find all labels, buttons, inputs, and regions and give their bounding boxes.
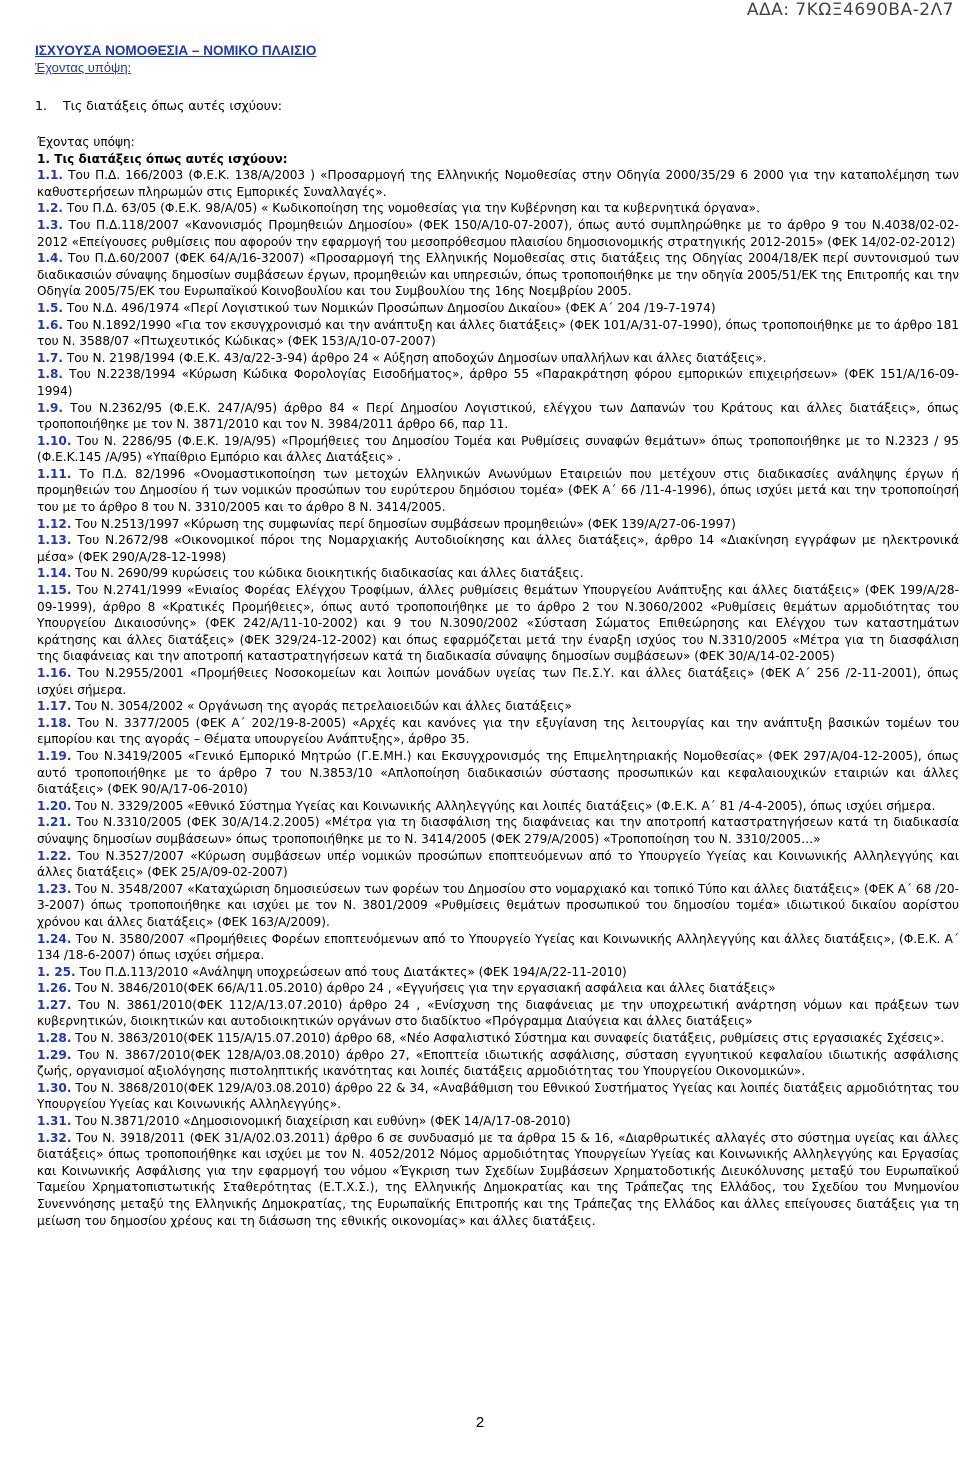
item-text: Του Π.Δ. 166/2003 (Φ.Ε.Κ. 138/Α/2003 ) «Προσαρμογή της Ελληνικής Νομοθεσίας στην Οδηγία 2000/35/29 6 2000 για την καταπολέμηση των καθυστερήσεων πληρωμών στις Εμπορικές Συναλλαγές».: [37, 168, 959, 199]
item-text: Του Ν. 3867/2010(ΦΕΚ 128/Α/03.08.2010) άρθρο 27, «Εποπτεία ιδιωτικής ασφάλισης, σύσταση εγγυητικού κεφαλαίου ιδιωτικής ασφάλισης ζωής, οργανισμοί αξιολόγησης πιστοληπτικής ικανότητας και λοιπές διατάξεις αρμοδιότητας του Υπουργείου Οικονομικών».: [37, 1047, 959, 1079]
legislation-item: [37, 200, 959, 217]
legislation-item: [37, 582, 959, 665]
item-number: 1.27.: [37, 997, 72, 1012]
item-text: Του Ν. 3861/2010(ΦΕΚ 112/Α/13.07.2010) άρθρο 24 , «Ενίσχυση της διαφάνειας με την υποχρεωτική ανάρτηση νόμων και πράξεων των κυβερνητικών, διοικητικών και αυτοδιοικητικών οργάνων στο διαδίκτυο «Πρόγραμμα Διαύγεια και άλλες διατάξεις»: [37, 997, 959, 1029]
legislation-item: [37, 814, 959, 847]
legislation-item: [37, 250, 959, 300]
item-text: Του Ν. 3918/2011 (ΦΕΚ 31/Α/02.03.2011) άρθρο 6 σε συνδυασμό με τα άρθρα 15 & 16, «Διαρθρωτικές αλλαγές στο σύστημα υγείας και άλλες διατάξεις» όπως τροποποιήθηκε και ισχύει με τον Ν. 4052/2012 Νόμος αρμοδιότητας Υπουργείων Υγείας και Κοινωνικής Αλληλεγγύης και Εργασίας και Κοινωνικής Ασφάλισης για την εφαρμογή του νόμου «Έγκριση των Σχεδίων Συμβάσεων Χρηματοδοτικής Διευκόλυνσης μεταξύ του Ευρωπαϊκού Ταμείου Χρηματοπιστωτικής Σταθερότητας (Ε.Τ.Χ.Σ.), της Ελληνικής Δημοκρατίας και της Τράπεζας της Ελλάδος, του Σχεδίου του Μνημονίου Συνεννόησης μεταξύ της Ελληνικής Δημοκρατίας, της Ευρωπαϊκής Επιτροπής και της Τράπεζας της Ελλάδος και άλλες επείγουσες διατάξεις για τη μείωση του δημοσίου χρέους και τη διάσωση της εθνικής οικονομίας» και άλλες διατάξεις.: [37, 1130, 959, 1228]
item-text: Του Ν.3871/2010 «Δημοσιονομική διαχείριση και ευθύνη» (ΦΕΚ 14/Α/17-08-2010): [75, 1114, 571, 1129]
page-number: 2: [475, 1414, 485, 1431]
legislation-item: [37, 964, 959, 981]
intro-text: Τις διατάξεις όπως αυτές ισχύουν:: [63, 98, 283, 113]
item-number: 1.15.: [37, 583, 72, 598]
item-number: 1.19.: [37, 748, 72, 763]
item-number: 1.21.: [37, 815, 72, 830]
item-text: Του Ν.1892/1990 «Για τον εκσυγχρονισμό και την ανάπτυξη και άλλες διατάξεις» (ΦΕΚ 101/Α/31-07-1990), όπως τροποποιήθηκε με το άρθρο 181 του Ν. 3588/07 «Πτωχευτικός Κώδικας» (ΦΕΚ 153/Α/10-07-2007): [37, 317, 959, 349]
item-text: Του Π.Δ.118/2007 «Κανονισμός Προμηθειών Δημοσίου» (ΦΕΚ 150/Α/10-07-2007), όπως αυτό συμπληρώθηκε με το άρθρο 9 του Ν.4038/02-02-2012 «Επείγουσες ρυθμίσεις που αφορούν την εφαρμογή του μεσοπρόθεσμου πλαισίου δημοσιονομικής στρατηγικής 2012-2015» (ΦΕΚ 14/02-02-2012): [37, 217, 959, 249]
legislation-item: [37, 565, 959, 582]
item-number: 1.10.: [37, 433, 72, 448]
legislation-item: [37, 466, 959, 516]
legislation-item: [37, 300, 959, 317]
item-number: 1.22.: [37, 848, 72, 863]
legislation-item: [37, 217, 959, 250]
legislation-item: [37, 1113, 959, 1130]
item-number: 1.31.: [37, 1114, 72, 1129]
item-number: 1.1.: [37, 168, 64, 183]
repeat-item-text: 1. Τις διατάξεις όπως αυτές ισχύουν:: [37, 151, 288, 166]
document-title: ΙΣΧΥΟΥΣΑ ΝΟΜΟΘΕΣΙΑ – ΝΟΜΙΚΟ ΠΛΑΙΣΙΟ: [35, 43, 317, 58]
item-number: 1.24.: [37, 931, 72, 946]
item-text: Του Ν. 3548/2007 «Καταχώριση δημοσιεύσεων των φορέων του Δημοσίου στο νομαρχιακό και τοπικό Τύπο και άλλες διατάξεις» (ΦΕΚ Α΄ 68 /20-3-2007) όπως τροποποιήθηκε και ισχύει με τον Ν. 3801/2009 «Ρυθμίσεις θεμάτων προσωπικού του δημοσίου τομέα» ιδιωτικού δικαίου αορίστου χρόνου και άλλες διατάξεις» (ΦΕΚ 163/Α/2009).: [37, 881, 959, 929]
ada-code: ΑΔΑ: 7ΚΩΞ4690ΒΑ-2Λ7: [746, 0, 954, 20]
item-text: Του Ν.Δ. 496/1974 «Περί Λογιστικού των Νομικών Προσώπων Δημοσίου Δικαίου» (ΦΕΚ Α΄ 204 /19-7-1974): [66, 300, 716, 315]
legislation-item: [37, 317, 959, 350]
item-text: Του Ν. 3377/2005 (ΦΕΚ Α΄ 202/19-8-2005) «Αρχές και κανόνες για την εξυγίανση της λειτουργίας και την ανάπτυξη βασικών τομέων του εμπορίου και της αγοράς – Θέματα υπουργείου Ανάπτυξης», άρθρο 35.: [37, 715, 959, 747]
item-number: 1.6.: [37, 317, 64, 332]
legislation-item: [37, 881, 959, 931]
item-text: Του Ν. 3868/2010(ΦΕΚ 129/Α/03.08.2010) άρθρο 22 & 34, «Αναβάθμιση του Εθνικού Συστήματος Υγείας και λοιπές διατάξεις αρμοδιότητας του Υπουργείου Υγείας και Κοινωνικής Αλληλεγγύης».: [37, 1080, 959, 1112]
item-text: Του Ν.2672/98 «Οικονομικοί πόροι της Νομαρχιακής Αυτοδιοίκησης και άλλες διατάξεις», άρθρο 14 «Διακίνηση εγγράφων με ηλεκτρονικά μέσα» (ΦΕΚ 290/Α/28-12-1998): [37, 533, 959, 564]
item-text: Του Ν. 2286/95 (Φ.Ε.Κ. 19/Α/95) «Προμήθειες του Δημοσίου Τομέα και Ρυθμίσεις συναφών θεμάτων» όπως τροποποιήθηκε με το Ν.2323 / 95 (Φ.Ε.Κ.145 /Α/95) «Υπαίθριο Εμπόριο και άλλες Διατάξεις» .: [37, 433, 959, 465]
item-text: Του Ν. 3329/2005 «Εθνικό Σύστημα Υγείας και Κοινωνικής Αλληλεγγύης και λοιπές διατάξεις» (Φ.Ε.Κ. Α΄ 81 /4-4-2005), όπως ισχύει σήμερα.: [75, 798, 936, 813]
legislation-item: [37, 366, 959, 399]
legislation-item: [37, 167, 959, 200]
legislation-item: [37, 798, 959, 815]
item-text: Του Ν.3310/2005 (ΦΕΚ 30/Α/14.2.2005) «Μέτρα για τη διασφάλιση της διαφάνειας και την αποτροπή καταστρατηγήσεων κατά τη διαδικασία σύναψης δημοσίων συμβάσεων» όπως τροποποιήθηκε με το Ν. 3414/2005 (ΦΕΚ 279/Α/2005) «Τροποποίηση του Ν. 3310/2005…»: [37, 815, 959, 846]
item-text: Του Ν. 3054/2002 « Οργάνωση της αγοράς πετρελαιοειδών και άλλες διατάξεις»: [75, 699, 572, 714]
legislation-item: [37, 350, 959, 367]
item-number: 1. 25.: [37, 964, 76, 979]
item-text: Του Ν.2362/95 (Φ.Ε.Κ. 247/Α/95) άρθρο 84 « Περί Δημοσίου Λογιστικού, ελέγχου των Δαπανών του Κράτους και άλλες διατάξεις», όπως τροποποιήθηκε με τον Ν. 3871/2010 και τον Ν. 3984/2011 άρθρο 66, παρ 11.: [37, 400, 959, 432]
legislation-item: [37, 433, 959, 466]
item-text: Του Ν.2955/2001 «Προμήθειες Νοσοκομείων και λοιπών μονάδων υγείας των Πε.Σ.Υ. και άλλες διατάξεις» (ΦΕΚ Α΄ 256 /2-11-2001), όπως ισχύει σήμερα.: [37, 666, 959, 697]
item-number: 1.16.: [37, 666, 72, 680]
item-text: Του Ν.3419/2005 «Γενικό Εμπορικό Μητρώο (Γ.Ε.ΜΗ.) και Εκσυγχρονισμός της Επιμελητηριακής Νομοθεσίας» (ΦΕΚ 297/Α/04-12-2005), όπως αυτό τροποποιήθηκε με το άρθρο 7 του Ν.3853/10 «Απλοποίηση διαδικασιών σύστασης προσωπικών και κεφαλαιουχικών εταιριών και άλλες διατάξεις» (ΦΕΚ 90/Α/17-06-2010): [37, 748, 959, 797]
item-number: 1.4.: [37, 251, 64, 266]
item-text: Του Ν.3527/2007 «Κύρωση συμβάσεων υπέρ νομικών προσώπων εποπτευόμενων από το Υπουργείο Υγείας και Κοινωνικής Αλληλεγγύης και άλλες διατάξεις» (ΦΕΚ 25/Α/09-02-2007): [37, 848, 959, 880]
item-number: 1.26.: [37, 981, 72, 996]
item-number: 1.29.: [37, 1047, 72, 1062]
legislation-item: [37, 931, 959, 964]
legislation-item: [37, 715, 959, 748]
item-number: 1.11.: [37, 466, 72, 481]
item-text: Του Ν. 3863/2010(ΦΕΚ 115/Α/15.07.2010) άρθρο 68, «Νέο Ασφαλιστικό Σύστημα και συναφείς διατάξεις, ρυθμίσεις στις εργασιακές Σχέσεις».: [75, 1031, 945, 1046]
item-number: 1.13.: [37, 533, 72, 548]
item-text: Του Ν.2238/1994 «Κύρωση Κώδικα Φορολογίας Εισοδήματος», άρθρο 55 «Παρακράτηση φόρου εμπορικών επιχειρήσεων» (ΦΕΚ 151/Α/16-09-1994): [37, 367, 959, 398]
item-number: 1.30.: [37, 1080, 72, 1095]
legislation-item: [37, 1047, 959, 1080]
item-text: Του Π.Δ. 63/05 (Φ.Ε.Κ. 98/Α/05) « Κωδικοποίηση της νομοθεσίας για την Κυβέρνηση και τα κυβερνητικά όργανα».: [66, 201, 760, 216]
item-number: 1.3.: [37, 217, 64, 232]
item-number: 1.9.: [37, 400, 64, 415]
items-container: [37, 167, 959, 1229]
item-text: Του Ν.2741/1999 «Ενιαίος Φορέας Ελέγχου Τροφίμων, άλλες ρυθμίσεις θεμάτων Υπουργείου Ανάπτυξης και άλλες διατάξεις» (ΦΕΚ 199/Α/28-09-1999), άρθρο 8 «Κρατικές Προμήθειες», όπως αυτό τροποποιήθηκε με το άρθρο 2 του Ν.3060/2002 «Ρυθμίσεις θεμάτων αρμοδιότητας του Υπουργείου Δικαιοσύνης» (ΦΕΚ 242/Α/11-10-2002) και 9 του Ν.3090/2002 «Σύσταση Σώματος Επιθεώρησης και Ελέγχου των καταστημάτων κράτησης και άλλες διατάξεις» (ΦΕΚ 329/24-12-2002) και όπως εφαρμόζεται μετά την έναρξη ισχύος του Ν.3310/2005 «Μέτρα για τη διασφάλιση της διαφάνειας και την αποτροπή καταστρατηγήσεων κατά τη διαδικασία σύναψης δημοσίων συμβάσεων» (ΦΕΚ 30/Α/14-02-2005): [37, 583, 959, 664]
legislation-item: [37, 400, 959, 433]
item-number: 1.20.: [37, 798, 72, 813]
item-text: Του Ν. 3580/2007 «Προμήθειες Φορέων εποπτευόμενων από το Υπουργείο Υγείας και Κοινωνικής Αλληλεγγύης και άλλες διατάξεις», (Φ.Ε.Κ. Α΄ 134 /18-6-2007) όπως ισχύει σήμερα.: [37, 931, 959, 963]
item-number: 1.14.: [37, 566, 72, 581]
item-number: 1.2.: [37, 201, 64, 216]
item-text: Του Π.Δ.113/2010 «Ανάληψη υποχρεώσεων από τους Διατάκτες» (ΦΕΚ 194/Α/22-11-2010): [79, 964, 627, 979]
item-text: Του Ν. 2198/1994 (Φ.Ε.Κ. 43/α/22-3-94) άρθρο 24 « Αύξηση αποδοχών Δημοσίων υπαλλήλων και άλλες διατάξεις».: [66, 350, 767, 365]
item-text: Του Π.Δ.60/2007 (ΦΕΚ 64/Α/16-32007) «Προσαρμογή της Ελληνικής Νομοθεσίας στις διατάξεις της Οδηγίας 2004/18/ΕΚ περί συντονισμού των διαδικασιών σύναψης δημοσίων συμβάσεων έργων, προμηθειών και υπηρεσιών, όπως τροποποιήθηκε με την οδηγία 2005/51/ΕΚ της Επιτροπής και την Οδηγία 2005/75/ΕΚ του Ευρωπαϊκού Κοινοβουλίου και του Συμβουλίου της 16ης Νοεμβρίου 2005.: [37, 251, 959, 299]
item-number: 1.7.: [37, 350, 64, 365]
document-subtitle: Έχοντας υπόψη:: [35, 60, 132, 75]
legislation-item: [37, 848, 959, 881]
legislation-item: [37, 698, 959, 715]
intro-number: 1.: [35, 98, 47, 113]
heading-block: [35, 42, 316, 76]
item-text: Του Ν. 2690/99 κυρώσεις του κώδικα διοικητικής διαδικασίας και άλλες διατάξεις.: [75, 566, 584, 581]
legislation-item: [37, 665, 959, 698]
item-number: 1.18.: [37, 715, 72, 730]
item-number: 1.28.: [37, 1031, 72, 1046]
legislation-item: [37, 1030, 959, 1047]
item-number: 1.17.: [37, 699, 72, 714]
item-text: Του Ν. 3846/2010(ΦΕΚ 66/Α/11.05.2010) άρθρο 24 , «Εγγυήσεις για την εργασιακή ασφάλεια και άλλες διατάξεις»: [75, 981, 776, 996]
item-number: 1.5.: [37, 300, 64, 315]
item-number: 1.8.: [37, 367, 64, 382]
legislation-item: [37, 532, 959, 565]
legislation-item: [37, 748, 959, 798]
repeat-heading: Έχοντας υπόψη:: [37, 135, 135, 149]
item-text: Του Ν.2513/1997 «Κύρωση της συμφωνίας περί δημοσίων συμβάσεων προμηθειών» (ΦΕΚ 139/Α/27-06-1997): [75, 516, 736, 531]
repeat-item: [37, 151, 959, 168]
legislation-item: [37, 516, 959, 533]
legislation-item: [37, 997, 959, 1030]
item-text: Το Π.Δ. 82/1996 «Ονομαστικοποίηση των μετοχών Ελληνικών Ανωνύμων Εταιρειών που μετέχουν στις διαδικασίες ανάληψης έργων ή προμηθειών του Δημοσίου ή των νομικών προσώπων του ευρύτερου δημόσιου τομέα» (ΦΕΚ Α΄ 66 /11-4-1996), όπως ισχύει μετά και την τροποποίησή του με το άρθρο 8 του Ν. 3310/2005 και το άρθρο 8 Ν. 3414/2005.: [37, 466, 959, 515]
legislation-item: [37, 980, 959, 997]
item-number: 1.32.: [37, 1130, 72, 1145]
legislation-list: [37, 134, 959, 1229]
intro-item: [35, 98, 282, 113]
item-number: 1.12.: [37, 516, 72, 531]
legislation-item: [37, 1130, 959, 1230]
legislation-item: [37, 1080, 959, 1113]
item-number: 1.23.: [37, 881, 72, 896]
